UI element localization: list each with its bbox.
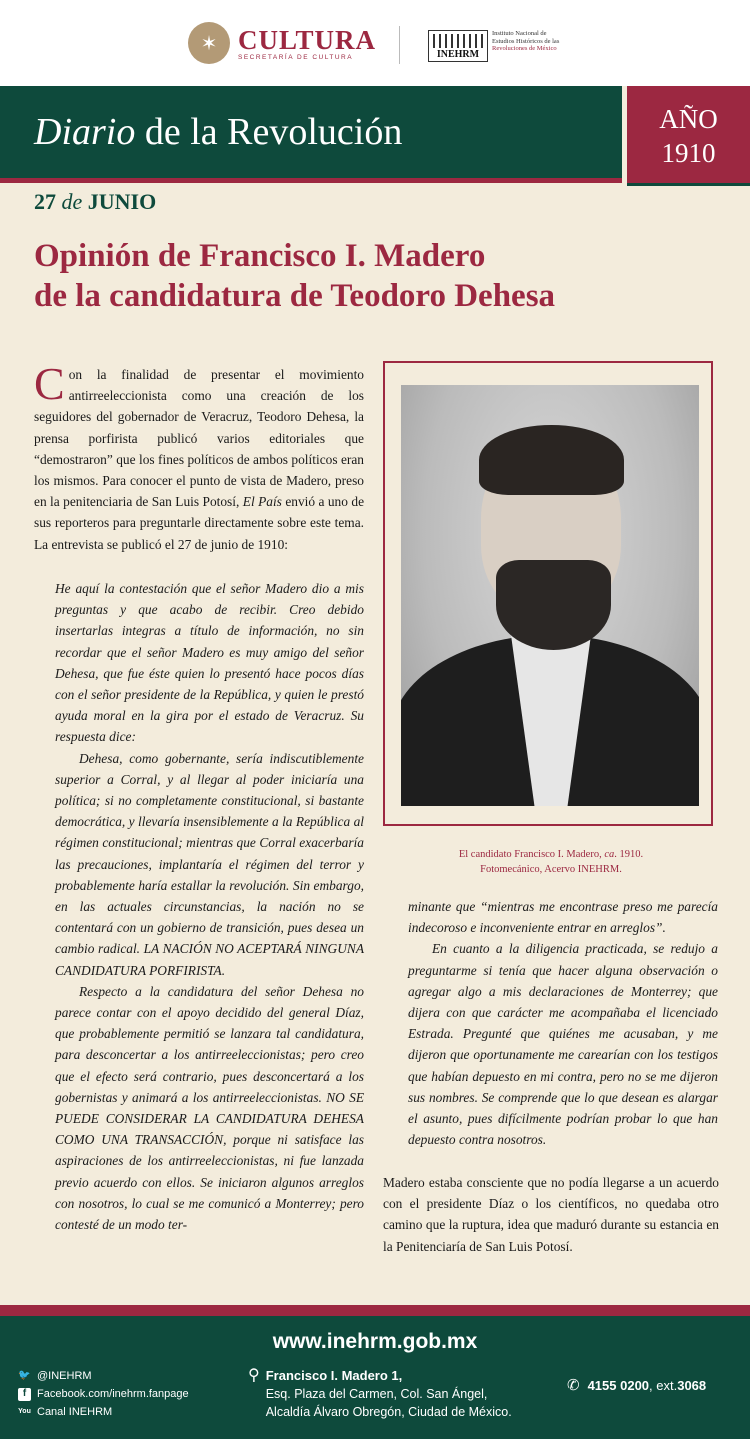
cultura-logo[interactable] — [188, 22, 376, 64]
year-box — [627, 86, 750, 183]
caption-credit: Fotomecánico, Acervo INEHRM. — [480, 864, 622, 875]
twitter-link[interactable] — [18, 1367, 189, 1385]
phone-ext-label: , ext. — [649, 1377, 678, 1393]
photo-caption — [383, 847, 719, 877]
headline-line1: Opinión de Francisco I. Madero — [34, 238, 486, 274]
interview-quote — [55, 578, 364, 1235]
phone-ext-number: 3068 — [677, 1377, 707, 1393]
intro-text-1: on la finalidad de presentar el movimiento antirreeleccionista como una creación de los seguidores del gobernador de Veracruz, Teodoro Dehesa, la prensa porfirista publicó varios editoriales que “demostraron” que los fines políticos de ambos políticos eran los mismos. Para conocer el punto de vista de Madero, preso en la penitenciaria de San Luis Potosí, — [34, 367, 364, 510]
facebook-link[interactable] — [18, 1385, 189, 1403]
title-rest: de la Revolución — [135, 111, 403, 153]
footer-stripe — [0, 1305, 750, 1316]
facebook-url: Facebook.com/inehrm.fanpage — [37, 1388, 189, 1400]
inehrm-line3: Revoluciones de México — [492, 45, 557, 52]
twitter-icon: 🐦 — [18, 1370, 31, 1381]
twitter-handle: @INEHRM — [37, 1370, 92, 1382]
publication-title — [34, 110, 402, 154]
phone-main: 4155 0200 — [587, 1377, 650, 1393]
quote-paragraph-3: Respecto a la candidatura del señor Dehesa no parece contar con el apoyo decidido del general Díaz, que probablemente permitió se lanzara tal candidatura, para desconcertar a los antirreeleccionistas; pero creo que el efecto será contrario, pues desconcertará a los gobernistas y animará a los antirreeleccionistas. NO SE PUEDE CONSIDERAR LA CANDIDATURA DEHESA COMO UNA TRANSACCIÓN, porque ni satisface las aspiraciones de los antirreeleccionistas, ni fue lanzada previo acuerdo con ellos. Se iniciaron algunos arreglos con nosotros, lo cual se me comunicó a Monterrey; pero contesté de un modo ter- — [55, 983, 364, 1233]
social-links — [18, 1367, 189, 1421]
inehrm-building-icon — [428, 30, 488, 62]
address-block — [248, 1367, 512, 1421]
phone-number[interactable] — [567, 1376, 706, 1394]
quote2-paragraph-2: En cuanto a la diligencia practicada, se redujo a preguntarme si tenía que hacer alguna observación o agregar algo a mis declaraciones de Monterrey; que dijera con que carácter me acompañaba el licenciado Estrada. Pregunté que quiénes me acusaban, y me dijeron que oportunamente me carearían con los testigos que habían depuesto en mi contra, pero no se me dijeron sus nombres. Se comprende que lo que desean es alargar el asunto, pues difícilmente podrían probar lo que han depuesto contra nosotros. — [408, 941, 718, 1148]
national-seal-icon: ✶ — [188, 22, 230, 64]
phone-icon: ✆ — [567, 1377, 580, 1394]
website-link[interactable]: www.inehrm.gob.mx — [272, 1330, 478, 1353]
inehrm-logo[interactable] — [428, 30, 572, 62]
youtube-icon: You — [18, 1408, 31, 1415]
date-day: 27 — [34, 189, 56, 214]
date-month: JUNIO — [87, 189, 157, 214]
date-de: de — [61, 189, 83, 214]
year-label: AÑO — [659, 104, 718, 134]
address-line-2: Esq. Plaza del Carmen, Col. San Ángel, — [265, 1387, 488, 1401]
madero-portrait — [401, 385, 699, 806]
youtube-channel: Canal INEHRM — [37, 1406, 113, 1418]
location-pin-icon: ⚲ — [248, 1367, 260, 1384]
intro-newspaper: El País — [242, 494, 282, 510]
interview-quote-continued — [408, 896, 718, 1150]
quote-paragraph-1: He aquí la contestación que el señor Madero dio a mis preguntas y que acabo de recibir. Creo debido insertarlas integras a título de información, no sin recordar que el señor Madero es muy amigo del señor Dehesa, que fue éste quien lo presentó hace pocos días con el señor presidente de la República, y quien le prestó ayuda moral en la gira por el estado de Veracruz. Su respuesta dice: — [55, 581, 364, 745]
title-band-stripe — [0, 178, 622, 183]
intro-paragraph — [34, 358, 365, 555]
title-diario: Diario — [34, 111, 136, 153]
quote2-paragraph-1: minante que “mientras me encontrase preso me parecía indecoroso e inconveniente entrar en arreglos”. — [408, 899, 718, 936]
inehrm-line1: Instituto Nacional de — [492, 30, 547, 37]
drop-cap: C — [34, 358, 65, 409]
headline-line2: de la candidatura de Teodoro Dehesa — [34, 278, 556, 314]
caption-text-a: El candidato Francisco I. Madero, — [458, 849, 605, 860]
cultura-wordmark: CULTURA — [238, 24, 377, 55]
address-line-3: Alcaldía Álvaro Obregón, Ciudad de México. — [265, 1405, 512, 1419]
header-divider — [399, 26, 400, 64]
inehrm-line2: Estudios Históricos de las — [492, 37, 560, 45]
year-box-stripe — [627, 183, 750, 186]
cultura-subtitle: SECRETARÍA DE CULTURA — [238, 53, 354, 61]
headline — [34, 236, 694, 316]
quote-paragraph-2: Dehesa, como gobernante, sería indiscutiblemente superior a Corral, y al llegar al poder iniciaría una política; si no completamente constitucional, si bastante democrática, y llevaría insensiblemente a la República al régimen constitucional; mientras que Corral exacerbaría las precauciones, implantaría el régimen del terror y probablemente haría estallar la revolución. Sin embargo, en las actuales circunstancias, la nación no se contentará con un gobierno de transición, pues desea un cambio radical. LA NACIÓN NO ACEPTARÁ NINGUNA CANDIDATURA PORFIRISTA. — [55, 750, 364, 978]
inehrm-text — [492, 30, 572, 62]
caption-ca: ca — [604, 849, 615, 860]
intro-text-2: envió a uno de sus reporteros para preguntarle directamente sobre este tema. La entrevista se publicó el 27 de junio de 1910: — [34, 494, 365, 552]
entry-date — [34, 189, 156, 215]
closing-paragraph: Madero estaba consciente que no podía llegarse a un acuerdo con el presidente Díaz o los científicos, no quedaba otro camino que la ruptura, idea que maduró durante su estancia en la Penitenciaría de San Luis Potosí. — [383, 1175, 719, 1254]
address-line-1: Francisco I. Madero 1, — [265, 1368, 403, 1383]
facebook-icon: f — [18, 1388, 31, 1401]
inehrm-name: INEHRM — [436, 49, 480, 60]
year-value: 1910 — [661, 138, 716, 168]
youtube-link[interactable] — [18, 1403, 189, 1421]
caption-text-b: . 1910. — [614, 849, 644, 860]
